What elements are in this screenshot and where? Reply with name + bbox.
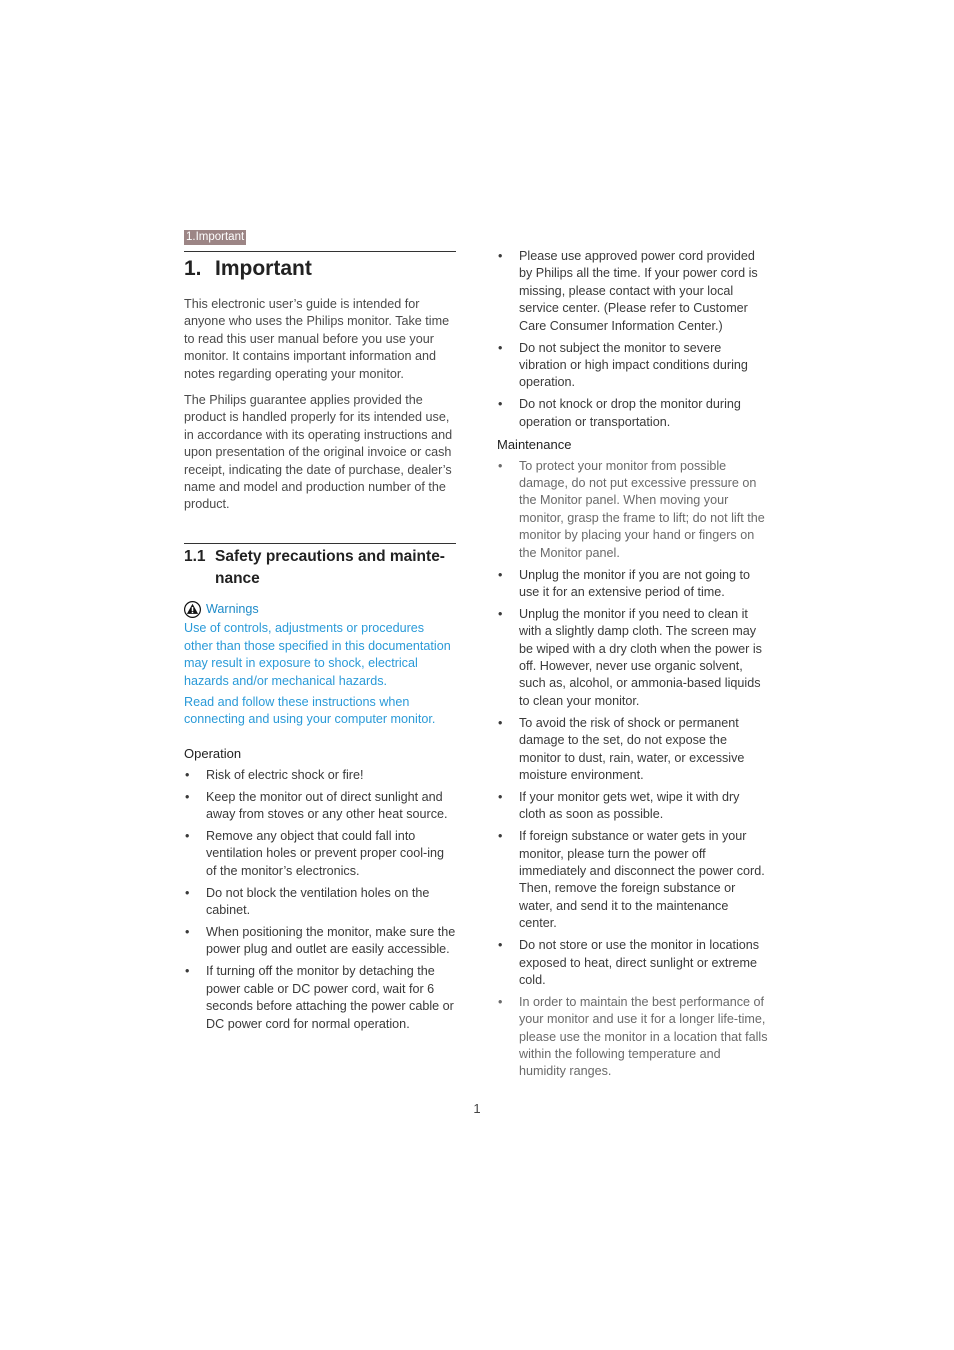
bullet: • [185, 828, 190, 843]
header-tag: 1.Important [186, 231, 245, 243]
bullet: • [498, 606, 503, 621]
operation-heading: Operation [184, 745, 242, 761]
list-item: • If your monitor gets wet, wipe it with dry cloth as soon as possible. [498, 789, 740, 822]
intro-paragraph: The Philips guarantee applies provided the product is handled properly for its intended use, in accordance with its operating instructions and upon presentation of the original invoice or cash receipt, indicating the date of purchase, dealer’s name and model and production number of the product. [184, 393, 453, 512]
list-item: • Do not subject the monitor to severe vibration or high impact conditions during operation. [498, 340, 748, 390]
operation-list-continued [497, 248, 769, 431]
right-column [497, 248, 769, 1085]
bullet: • [498, 829, 503, 844]
bullet: • [498, 458, 503, 473]
operation-list [184, 767, 456, 1033]
maintenance-heading: Maintenance [497, 436, 572, 452]
warnings-label: Warnings [206, 601, 259, 616]
maintenance-list [497, 458, 769, 1081]
list-item: • Keep the monitor out of direct sunlight and away from stoves or any other heat source. [185, 789, 448, 822]
bullet: • [185, 964, 190, 979]
page-number: 1 [473, 1101, 481, 1116]
list-item: • Remove any object that could fall into ventilation holes or prevent proper cool-ing of the monitor’s electronics. [185, 828, 445, 878]
list-item: • Do not block the ventilation holes on the cabinet. [185, 885, 430, 918]
bullet: • [498, 938, 503, 953]
list-item: • In order to maintain the best performance of your monitor and use it for a longer life-time, please use the monitor in a location that falls within the following temperature and humidity ranges. [498, 994, 768, 1079]
warning-triangle-icon [184, 601, 201, 618]
section-heading [184, 543, 456, 590]
list-item: • Unplug the monitor if you need to clean it with a slightly damp cloth. The screen may be wiped with a dry cloth when the power is off. However, never use organic solvent, such as, alcohol, or ammonia-based liquids to clean your monitor. [498, 606, 762, 708]
bullet: • [185, 924, 190, 939]
warning-text: Read and follow these instructions when connecting and using your computer monitor. [184, 694, 436, 727]
list-item: • Risk of electric shock or fire! [184, 767, 456, 784]
chapter-heading [184, 251, 456, 282]
bullet: • [498, 249, 503, 263]
list-item: • If foreign substance or water gets in your monitor, please turn the power off immediately and disconnect the power cord. Then, remove the foreign substance or water, and send it to the maintenance center. [498, 829, 765, 931]
list-item: • When positioning the monitor, make sure the power plug and outlet are easily accessible. [185, 924, 456, 957]
bullet: • [498, 994, 503, 1009]
list-item: • To avoid the risk of shock or permanent damage to the set, do not expose the monitor to dust, rain, water, or excessive moisture environment. [498, 715, 745, 782]
list-item: • If turning off the monitor by detaching the power cable or DC power cord, wait for 6 seconds before attaching the power cable or DC power cord for normal operation. [185, 964, 454, 1031]
chapter-title: Important [215, 257, 312, 280]
bullet: • [185, 789, 190, 804]
section-number: 1.1 [184, 547, 206, 565]
list-item: • Unplug the monitor if you are not going to use it for an extensive period of time. [498, 567, 751, 599]
bullet: • [498, 397, 503, 412]
intro-paragraph: This electronic user’s guide is intended for anyone who uses the Philips monitor. Take time to read this user manual before you use your monitor. It contains important information and notes regarding operating your monitor. [184, 297, 450, 381]
left-column [184, 251, 456, 1037]
list-item: • Do not store or use the monitor in locations exposed to heat, direct sunlight or extreme cold. [498, 938, 760, 987]
warnings-heading [184, 601, 456, 618]
bullet: • [185, 885, 190, 900]
list-item: • Please use approved power cord provided by Philips all the time. If your power cord is missing, please contact with your local service center. (Please refer to Customer Care Consumer Information Center.) [498, 249, 758, 333]
bullet: • [498, 340, 503, 355]
bullet: • [185, 767, 190, 782]
chapter-number: 1. [184, 257, 202, 280]
section-title: Safety precautions and mainte-nance [215, 547, 445, 587]
list-item: • Do not knock or drop the monitor during operation or transportation. [498, 397, 741, 429]
warning-text: Use of controls, adjustments or procedures other than those specified in this documentation may result in exposure to shock, electrical hazards and/or mechanical hazards. [184, 621, 451, 688]
bullet: • [498, 567, 503, 582]
bullet: • [498, 789, 503, 804]
bullet: • [498, 715, 503, 730]
list-item: • To protect your monitor from possible damage, do not put excessive pressure on the Monitor panel. When moving your monitor, grasp the frame to lift; do not lift the monitor by placing your hand or fingers on the Monitor panel. [498, 458, 765, 560]
